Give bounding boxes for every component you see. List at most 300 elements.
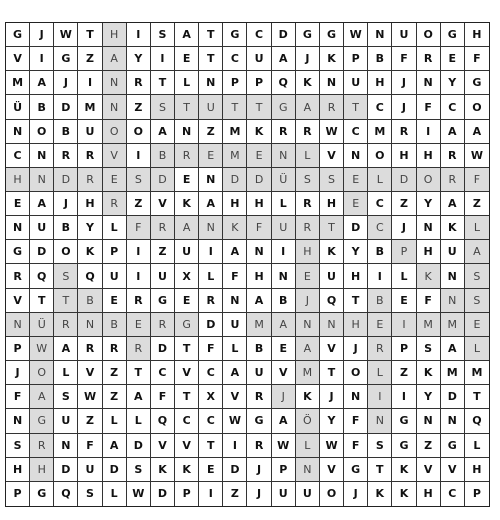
grid-cell[interactable]: D: [151, 482, 175, 506]
grid-cell[interactable]: H: [6, 168, 30, 192]
grid-cell[interactable]: M: [417, 313, 441, 337]
grid-cell[interactable]: A: [465, 120, 489, 144]
grid-cell[interactable]: L: [368, 361, 392, 385]
grid-cell[interactable]: H: [392, 144, 416, 168]
grid-cell[interactable]: V: [151, 192, 175, 216]
grid-cell[interactable]: Z: [78, 47, 102, 71]
grid-cell[interactable]: B: [78, 289, 102, 313]
grid-cell[interactable]: T: [247, 95, 271, 119]
grid-cell[interactable]: B: [151, 144, 175, 168]
grid-cell[interactable]: Y: [417, 192, 441, 216]
grid-cell[interactable]: D: [151, 168, 175, 192]
grid-cell[interactable]: I: [368, 264, 392, 288]
grid-cell[interactable]: V: [6, 289, 30, 313]
grid-cell[interactable]: Ü: [272, 168, 296, 192]
grid-cell[interactable]: D: [344, 216, 368, 240]
grid-cell[interactable]: A: [175, 23, 199, 47]
grid-cell[interactable]: H: [30, 458, 54, 482]
grid-cell[interactable]: R: [368, 337, 392, 361]
grid-cell[interactable]: A: [296, 337, 320, 361]
grid-cell[interactable]: B: [368, 289, 392, 313]
grid-cell[interactable]: H: [417, 240, 441, 264]
grid-cell[interactable]: A: [441, 120, 465, 144]
grid-cell[interactable]: R: [151, 313, 175, 337]
grid-cell[interactable]: C: [441, 482, 465, 506]
grid-cell[interactable]: I: [78, 71, 102, 95]
grid-cell[interactable]: F: [344, 434, 368, 458]
grid-cell[interactable]: B: [247, 337, 271, 361]
grid-cell[interactable]: J: [392, 95, 416, 119]
grid-cell[interactable]: L: [199, 264, 223, 288]
grid-cell[interactable]: E: [103, 168, 127, 192]
grid-cell[interactable]: N: [247, 240, 271, 264]
grid-cell[interactable]: H: [417, 482, 441, 506]
grid-cell[interactable]: V: [417, 458, 441, 482]
grid-cell[interactable]: H: [344, 313, 368, 337]
grid-cell[interactable]: V: [441, 458, 465, 482]
grid-cell[interactable]: A: [30, 71, 54, 95]
grid-cell[interactable]: H: [417, 144, 441, 168]
grid-cell[interactable]: C: [175, 409, 199, 433]
grid-cell[interactable]: Y: [78, 216, 102, 240]
grid-cell[interactable]: R: [78, 337, 102, 361]
grid-cell[interactable]: J: [392, 216, 416, 240]
grid-cell[interactable]: U: [223, 313, 247, 337]
grid-cell[interactable]: T: [320, 216, 344, 240]
grid-cell[interactable]: Ü: [6, 95, 30, 119]
grid-cell[interactable]: U: [344, 71, 368, 95]
grid-cell[interactable]: I: [127, 240, 151, 264]
grid-cell[interactable]: N: [30, 144, 54, 168]
grid-cell[interactable]: J: [6, 361, 30, 385]
grid-cell[interactable]: S: [296, 168, 320, 192]
grid-cell[interactable]: Y: [320, 409, 344, 433]
grid-cell[interactable]: D: [223, 458, 247, 482]
grid-cell[interactable]: R: [320, 95, 344, 119]
grid-cell[interactable]: E: [296, 264, 320, 288]
grid-cell[interactable]: H: [103, 23, 127, 47]
grid-cell[interactable]: H: [223, 192, 247, 216]
grid-cell[interactable]: Z: [417, 434, 441, 458]
grid-cell[interactable]: B: [54, 216, 78, 240]
grid-cell[interactable]: W: [272, 434, 296, 458]
grid-cell[interactable]: T: [127, 361, 151, 385]
grid-cell[interactable]: I: [417, 120, 441, 144]
grid-cell[interactable]: U: [272, 216, 296, 240]
grid-cell[interactable]: R: [54, 144, 78, 168]
grid-cell[interactable]: I: [127, 264, 151, 288]
grid-cell[interactable]: G: [247, 409, 271, 433]
grid-cell[interactable]: A: [272, 47, 296, 71]
grid-cell[interactable]: J: [344, 482, 368, 506]
grid-cell[interactable]: M: [441, 313, 465, 337]
grid-cell[interactable]: U: [441, 240, 465, 264]
grid-cell[interactable]: Y: [441, 71, 465, 95]
grid-cell[interactable]: A: [30, 192, 54, 216]
grid-cell[interactable]: U: [175, 240, 199, 264]
grid-cell[interactable]: G: [320, 23, 344, 47]
grid-cell[interactable]: I: [392, 313, 416, 337]
grid-cell[interactable]: R: [199, 289, 223, 313]
grid-cell[interactable]: V: [151, 434, 175, 458]
grid-cell[interactable]: N: [368, 23, 392, 47]
grid-cell[interactable]: R: [103, 192, 127, 216]
grid-cell[interactable]: S: [127, 168, 151, 192]
grid-cell[interactable]: U: [199, 95, 223, 119]
grid-cell[interactable]: G: [175, 313, 199, 337]
grid-cell[interactable]: S: [127, 458, 151, 482]
grid-cell[interactable]: B: [103, 313, 127, 337]
grid-cell[interactable]: U: [103, 264, 127, 288]
grid-cell[interactable]: T: [368, 458, 392, 482]
grid-cell[interactable]: G: [441, 23, 465, 47]
grid-cell[interactable]: W: [78, 385, 102, 409]
grid-cell[interactable]: T: [320, 361, 344, 385]
grid-cell[interactable]: H: [247, 192, 271, 216]
grid-cell[interactable]: E: [175, 47, 199, 71]
grid-cell[interactable]: L: [368, 168, 392, 192]
grid-cell[interactable]: I: [199, 482, 223, 506]
grid-cell[interactable]: E: [103, 289, 127, 313]
grid-cell[interactable]: M: [247, 313, 271, 337]
grid-cell[interactable]: N: [320, 313, 344, 337]
grid-cell[interactable]: S: [54, 385, 78, 409]
grid-cell[interactable]: Q: [30, 264, 54, 288]
grid-cell[interactable]: N: [54, 434, 78, 458]
grid-cell[interactable]: O: [344, 361, 368, 385]
grid-cell[interactable]: W: [223, 409, 247, 433]
grid-cell[interactable]: D: [223, 168, 247, 192]
grid-cell[interactable]: F: [417, 95, 441, 119]
grid-cell[interactable]: A: [223, 240, 247, 264]
grid-cell[interactable]: L: [223, 337, 247, 361]
grid-cell[interactable]: U: [392, 23, 416, 47]
grid-cell[interactable]: A: [199, 192, 223, 216]
grid-cell[interactable]: R: [441, 168, 465, 192]
grid-cell[interactable]: E: [175, 168, 199, 192]
grid-cell[interactable]: N: [368, 409, 392, 433]
grid-cell[interactable]: N: [6, 120, 30, 144]
grid-cell[interactable]: N: [296, 313, 320, 337]
grid-cell[interactable]: E: [344, 168, 368, 192]
grid-cell[interactable]: Z: [465, 192, 489, 216]
grid-cell[interactable]: R: [30, 434, 54, 458]
grid-cell[interactable]: X: [175, 264, 199, 288]
grid-cell[interactable]: E: [465, 313, 489, 337]
grid-cell[interactable]: T: [199, 47, 223, 71]
grid-cell[interactable]: C: [247, 23, 271, 47]
grid-cell[interactable]: O: [30, 120, 54, 144]
grid-cell[interactable]: N: [103, 95, 127, 119]
grid-cell[interactable]: C: [199, 361, 223, 385]
grid-cell[interactable]: L: [103, 409, 127, 433]
grid-cell[interactable]: O: [320, 482, 344, 506]
grid-cell[interactable]: E: [175, 289, 199, 313]
grid-cell[interactable]: J: [247, 458, 271, 482]
grid-cell[interactable]: K: [417, 361, 441, 385]
grid-cell[interactable]: D: [392, 168, 416, 192]
grid-cell[interactable]: P: [344, 47, 368, 71]
grid-cell[interactable]: U: [272, 482, 296, 506]
grid-cell[interactable]: A: [441, 192, 465, 216]
grid-cell[interactable]: G: [392, 409, 416, 433]
grid-cell[interactable]: N: [6, 313, 30, 337]
grid-cell[interactable]: F: [151, 385, 175, 409]
grid-cell[interactable]: D: [199, 313, 223, 337]
grid-cell[interactable]: A: [223, 361, 247, 385]
grid-cell[interactable]: R: [296, 192, 320, 216]
grid-cell[interactable]: H: [296, 240, 320, 264]
grid-cell[interactable]: V: [103, 144, 127, 168]
grid-cell[interactable]: W: [127, 482, 151, 506]
grid-cell[interactable]: N: [344, 385, 368, 409]
grid-cell[interactable]: A: [30, 385, 54, 409]
grid-cell[interactable]: F: [199, 337, 223, 361]
grid-cell[interactable]: R: [151, 216, 175, 240]
grid-cell[interactable]: M: [6, 71, 30, 95]
grid-cell[interactable]: C: [368, 95, 392, 119]
grid-cell[interactable]: K: [223, 216, 247, 240]
grid-cell[interactable]: D: [151, 337, 175, 361]
grid-cell[interactable]: N: [417, 71, 441, 95]
grid-cell[interactable]: A: [151, 120, 175, 144]
grid-cell[interactable]: K: [296, 71, 320, 95]
grid-cell[interactable]: T: [465, 385, 489, 409]
grid-cell[interactable]: E: [344, 192, 368, 216]
grid-cell[interactable]: Q: [272, 71, 296, 95]
grid-cell[interactable]: B: [272, 289, 296, 313]
grid-cell[interactable]: C: [199, 409, 223, 433]
grid-cell[interactable]: S: [6, 434, 30, 458]
grid-cell[interactable]: R: [175, 144, 199, 168]
grid-cell[interactable]: Z: [151, 240, 175, 264]
grid-cell[interactable]: L: [465, 337, 489, 361]
grid-cell[interactable]: U: [78, 120, 102, 144]
grid-cell[interactable]: E: [127, 313, 151, 337]
grid-cell[interactable]: S: [465, 289, 489, 313]
grid-cell[interactable]: L: [54, 361, 78, 385]
grid-cell[interactable]: K: [368, 482, 392, 506]
grid-cell[interactable]: J: [54, 71, 78, 95]
grid-cell[interactable]: F: [465, 47, 489, 71]
grid-cell[interactable]: F: [6, 385, 30, 409]
grid-cell[interactable]: E: [272, 337, 296, 361]
grid-cell[interactable]: X: [199, 385, 223, 409]
grid-cell[interactable]: F: [78, 434, 102, 458]
grid-cell[interactable]: D: [127, 434, 151, 458]
grid-cell[interactable]: B: [54, 120, 78, 144]
grid-cell[interactable]: S: [151, 23, 175, 47]
grid-cell[interactable]: W: [465, 144, 489, 168]
grid-cell[interactable]: M: [368, 120, 392, 144]
grid-cell[interactable]: T: [199, 434, 223, 458]
grid-cell[interactable]: A: [103, 434, 127, 458]
grid-cell[interactable]: Z: [78, 409, 102, 433]
grid-cell[interactable]: O: [417, 168, 441, 192]
grid-cell[interactable]: N: [441, 409, 465, 433]
grid-cell[interactable]: Y: [344, 240, 368, 264]
grid-cell[interactable]: K: [151, 458, 175, 482]
grid-cell[interactable]: Q: [151, 409, 175, 433]
grid-cell[interactable]: K: [247, 120, 271, 144]
grid-cell[interactable]: B: [30, 95, 54, 119]
grid-cell[interactable]: Y: [127, 47, 151, 71]
grid-cell[interactable]: N: [199, 216, 223, 240]
grid-cell[interactable]: T: [344, 289, 368, 313]
grid-cell[interactable]: J: [296, 47, 320, 71]
grid-cell[interactable]: B: [368, 47, 392, 71]
grid-cell[interactable]: Z: [199, 120, 223, 144]
grid-cell[interactable]: P: [392, 240, 416, 264]
grid-cell[interactable]: Q: [320, 289, 344, 313]
grid-cell[interactable]: O: [368, 144, 392, 168]
grid-cell[interactable]: M: [223, 120, 247, 144]
grid-cell[interactable]: J: [54, 192, 78, 216]
grid-cell[interactable]: M: [441, 361, 465, 385]
grid-cell[interactable]: D: [272, 23, 296, 47]
grid-cell[interactable]: A: [175, 216, 199, 240]
grid-cell[interactable]: U: [30, 216, 54, 240]
grid-cell[interactable]: K: [296, 385, 320, 409]
grid-cell[interactable]: S: [320, 168, 344, 192]
grid-cell[interactable]: A: [296, 95, 320, 119]
grid-cell[interactable]: I: [199, 240, 223, 264]
grid-cell[interactable]: R: [127, 337, 151, 361]
grid-cell[interactable]: D: [54, 168, 78, 192]
grid-cell[interactable]: A: [272, 313, 296, 337]
grid-cell[interactable]: K: [175, 458, 199, 482]
grid-cell[interactable]: I: [392, 385, 416, 409]
grid-cell[interactable]: N: [417, 216, 441, 240]
grid-cell[interactable]: R: [296, 216, 320, 240]
grid-cell[interactable]: Q: [465, 409, 489, 433]
grid-cell[interactable]: L: [465, 434, 489, 458]
grid-cell[interactable]: G: [296, 23, 320, 47]
grid-cell[interactable]: R: [78, 168, 102, 192]
grid-cell[interactable]: D: [103, 458, 127, 482]
grid-cell[interactable]: T: [54, 289, 78, 313]
grid-cell[interactable]: J: [247, 482, 271, 506]
grid-cell[interactable]: L: [272, 192, 296, 216]
grid-cell[interactable]: K: [392, 458, 416, 482]
grid-cell[interactable]: V: [320, 144, 344, 168]
grid-cell[interactable]: C: [151, 361, 175, 385]
grid-cell[interactable]: K: [417, 264, 441, 288]
grid-cell[interactable]: R: [392, 120, 416, 144]
grid-cell[interactable]: M: [465, 361, 489, 385]
grid-cell[interactable]: M: [296, 361, 320, 385]
grid-cell[interactable]: U: [54, 409, 78, 433]
grid-cell[interactable]: O: [417, 23, 441, 47]
grid-cell[interactable]: C: [368, 216, 392, 240]
grid-cell[interactable]: G: [272, 95, 296, 119]
grid-cell[interactable]: P: [175, 482, 199, 506]
grid-cell[interactable]: G: [223, 23, 247, 47]
grid-cell[interactable]: N: [417, 409, 441, 433]
grid-cell[interactable]: A: [127, 385, 151, 409]
grid-cell[interactable]: E: [368, 313, 392, 337]
grid-cell[interactable]: E: [199, 458, 223, 482]
grid-cell[interactable]: N: [223, 289, 247, 313]
grid-cell[interactable]: P: [6, 482, 30, 506]
grid-cell[interactable]: G: [392, 434, 416, 458]
grid-cell[interactable]: N: [441, 264, 465, 288]
grid-cell[interactable]: P: [247, 71, 271, 95]
grid-cell[interactable]: G: [465, 71, 489, 95]
grid-cell[interactable]: G: [6, 240, 30, 264]
grid-cell[interactable]: T: [344, 95, 368, 119]
grid-cell[interactable]: U: [247, 47, 271, 71]
grid-cell[interactable]: P: [6, 337, 30, 361]
grid-cell[interactable]: W: [320, 120, 344, 144]
grid-cell[interactable]: H: [247, 264, 271, 288]
grid-cell[interactable]: J: [30, 23, 54, 47]
grid-cell[interactable]: F: [223, 264, 247, 288]
grid-cell[interactable]: S: [368, 434, 392, 458]
grid-cell[interactable]: T: [78, 23, 102, 47]
grid-cell[interactable]: U: [247, 361, 271, 385]
grid-cell[interactable]: L: [296, 434, 320, 458]
grid-cell[interactable]: A: [54, 337, 78, 361]
grid-cell[interactable]: R: [296, 120, 320, 144]
grid-cell[interactable]: G: [30, 409, 54, 433]
grid-cell[interactable]: V: [223, 385, 247, 409]
grid-cell[interactable]: R: [78, 144, 102, 168]
grid-cell[interactable]: F: [127, 216, 151, 240]
grid-cell[interactable]: V: [78, 361, 102, 385]
grid-cell[interactable]: H: [6, 458, 30, 482]
grid-cell[interactable]: I: [30, 47, 54, 71]
grid-cell[interactable]: Z: [127, 192, 151, 216]
grid-cell[interactable]: N: [344, 144, 368, 168]
grid-cell[interactable]: H: [320, 192, 344, 216]
grid-cell[interactable]: J: [392, 71, 416, 95]
grid-cell[interactable]: V: [272, 361, 296, 385]
grid-cell[interactable]: F: [344, 409, 368, 433]
grid-cell[interactable]: I: [127, 144, 151, 168]
grid-cell[interactable]: D: [54, 95, 78, 119]
grid-cell[interactable]: S: [465, 264, 489, 288]
grid-cell[interactable]: T: [175, 385, 199, 409]
grid-cell[interactable]: I: [368, 385, 392, 409]
grid-cell[interactable]: N: [441, 289, 465, 313]
grid-cell[interactable]: T: [199, 23, 223, 47]
grid-cell[interactable]: L: [465, 216, 489, 240]
grid-cell[interactable]: F: [417, 289, 441, 313]
grid-cell[interactable]: U: [151, 264, 175, 288]
grid-cell[interactable]: H: [368, 71, 392, 95]
grid-cell[interactable]: B: [368, 240, 392, 264]
grid-cell[interactable]: R: [247, 434, 271, 458]
grid-cell[interactable]: N: [78, 313, 102, 337]
grid-cell[interactable]: R: [417, 47, 441, 71]
grid-cell[interactable]: T: [223, 95, 247, 119]
grid-cell[interactable]: E: [392, 289, 416, 313]
grid-cell[interactable]: N: [272, 144, 296, 168]
grid-cell[interactable]: D: [54, 458, 78, 482]
grid-cell[interactable]: V: [6, 47, 30, 71]
grid-cell[interactable]: L: [103, 216, 127, 240]
grid-cell[interactable]: N: [199, 71, 223, 95]
grid-cell[interactable]: E: [6, 192, 30, 216]
grid-cell[interactable]: A: [441, 337, 465, 361]
grid-cell[interactable]: Ö: [296, 409, 320, 433]
grid-cell[interactable]: C: [223, 47, 247, 71]
grid-cell[interactable]: W: [344, 23, 368, 47]
grid-cell[interactable]: Y: [417, 385, 441, 409]
grid-cell[interactable]: L: [296, 144, 320, 168]
grid-cell[interactable]: K: [320, 240, 344, 264]
